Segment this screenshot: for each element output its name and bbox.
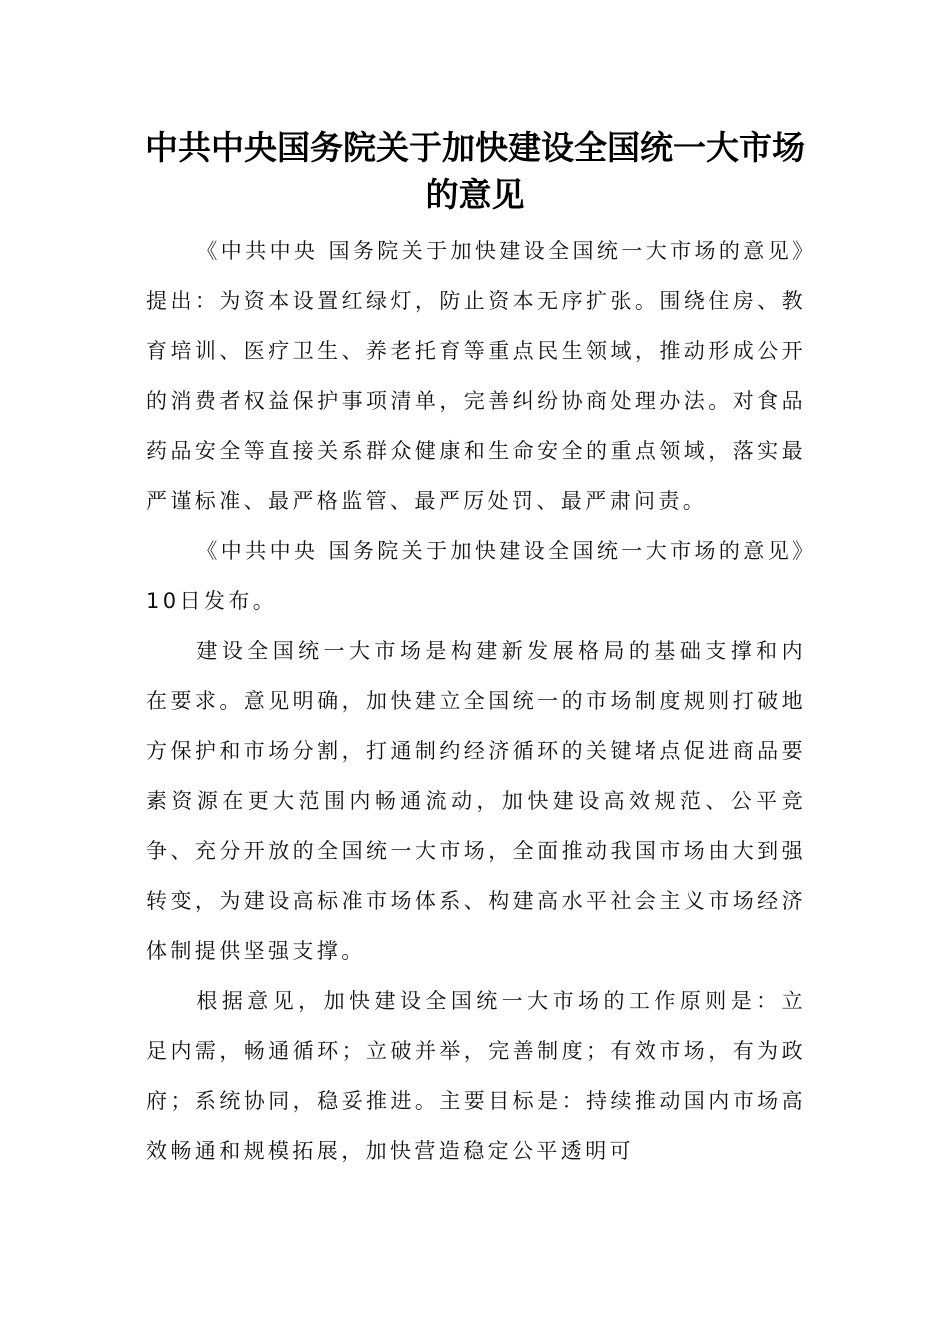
paragraph: 根据意见，加快建设全国统一大市场的工作原则是：立足内需，畅通循环；立破并举，完善制度；有效市场，有为政府；系统协同，稳妥推进。主要目标是：持续推动国内市场高效畅通和规模拓展，加快营造稳定公平透明可 xyxy=(146,989,806,1163)
document-body xyxy=(146,226,806,1176)
paragraph: 《中共中央 国务院关于加快建设全国统一大市场的意见》10日发布。 xyxy=(146,539,806,613)
paragraph: 建设全国统一大市场是构建新发展格局的基础支撑和内在要求。意见明确，加快建立全国统一的市场制度规则打破地方保护和市场分割，打通制约经济循环的关键堵点促进商品要素资源在更大范围内畅通流动，加快建设高效规范、公平竞争、充分开放的全国统一大市场，全面推动我国市场由大到强转变，为建设高标准市场体系、构建高水平社会主义市场经济体制提供坚强支撑。 xyxy=(146,639,806,963)
document-title: 中共中央国务院关于加快建设全国统一大市场的意见 xyxy=(145,128,805,214)
paragraph: 《中共中央 国务院关于加快建设全国统一大市场的意见》提出：为资本设置红绿灯，防止资本无序扩张。围绕住房、教育培训、医疗卫生、养老托育等重点民生领域，推动形成公开的消费者权益保护事项清单，完善纠纷协商处理办法。对食品药品安全等直接关系群众健康和生命安全的重点领域，落实最严谨标准、最严格监管、最严厉处罚、最严肃问责。 xyxy=(146,239,806,513)
